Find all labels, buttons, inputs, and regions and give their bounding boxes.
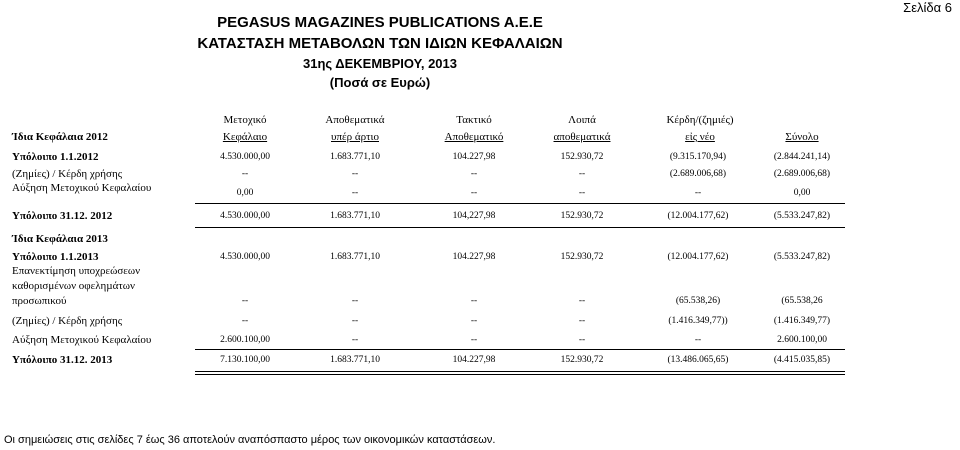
statement-title: ΚΑΤΑΣΤΑΣΗ ΜΕΤΑΒΟΛΩΝ ΤΩΝ ΙΔΙΩΝ ΚΕΦΑΛΑΙΩΝ: [197, 35, 563, 52]
cell: (2.689.006,68): [669, 169, 727, 179]
col-share-capital-bottom: Κεφάλαιο: [222, 131, 268, 143]
cell: 2.600.100,00: [220, 335, 270, 345]
currency-unit: (Ποσά σε Ευρώ): [329, 75, 431, 90]
cell: 4.530.000,00: [220, 211, 270, 221]
total-double-rule: [195, 374, 845, 375]
col-legal-reserve-top: Τακτικό: [456, 114, 492, 126]
cell: 1.683.771,10: [330, 252, 380, 262]
cell: 152.930,72: [560, 252, 604, 262]
col-other-reserves-top: Λοιπά: [568, 114, 596, 126]
statement-date: 31ης ΔΕΚΕΜΒΡΙΟΥ, 2013: [302, 56, 457, 71]
col-share-premium-top: Αποθεματικά: [325, 114, 385, 126]
cell: 1.683.771,10: [330, 355, 380, 365]
cell: --: [694, 188, 702, 198]
col-share-premium-bottom: υπέρ άρτιο: [331, 131, 379, 143]
row-label: (Ζημίες) / Κέρδη χρήσης: [12, 315, 123, 327]
cell: --: [351, 169, 359, 179]
cell: --: [578, 316, 586, 326]
section-equity-2012: Ίδια Κεφάλαια 2012: [12, 131, 108, 143]
col-retained-earnings-top: Κέρδη/(ζημιές): [666, 114, 734, 126]
cell: 104.227,98: [452, 355, 496, 365]
row-label: (Ζημίες) / Κέρδη χρήσης: [12, 168, 123, 180]
cell: --: [578, 169, 586, 179]
row-label-line3: προσωπικού: [12, 295, 67, 307]
cell: (2.689.006,68): [773, 169, 831, 179]
cell: (5.533.247,82): [773, 252, 831, 262]
cell: 4.530.000,00: [220, 152, 270, 162]
cell: --: [578, 188, 586, 198]
cell: (5.533.247,82): [773, 211, 831, 221]
row-label: Αύξηση Μετοχικού Κεφαλαίου: [12, 334, 152, 346]
cell: 104.227,98: [452, 152, 496, 162]
footnote: Οι σημειώσεις στις σελίδες 7 έως 36 αποτελούν αναπόσπαστο μέρος των οικονομικών καταστάσεων.: [4, 434, 496, 446]
cell: (12.004.177,62): [667, 252, 729, 262]
cell: 152.930,72: [560, 152, 604, 162]
cell: --: [351, 188, 359, 198]
cell: 104.227,98: [452, 252, 496, 262]
total-rule: [195, 227, 845, 228]
cell: 1.683.771,10: [330, 211, 380, 221]
cell: 0,00: [236, 188, 254, 198]
row-label-line2: καθορισμένων οφεληµάτων: [12, 280, 136, 292]
cell: --: [470, 335, 478, 345]
cell: (1.416.349,77): [773, 316, 831, 326]
cell: 104,227,98: [452, 211, 496, 221]
section-equity-2013: Ίδια Κεφάλαια 2013: [12, 233, 108, 245]
row-label: Υπόλοιπο 31.12. 2013: [12, 354, 113, 366]
cell: 4.530.000,00: [220, 252, 270, 262]
cell: --: [241, 316, 249, 326]
cell: (12.004.177,62): [667, 211, 729, 221]
row-label: Υπόλοιπο 1.1.2013: [12, 251, 99, 263]
subtotal-rule: [195, 349, 845, 350]
cell: --: [578, 296, 586, 306]
row-label: Υπόλοιπο 1.1.2012: [12, 151, 99, 163]
page-number: Σελίδα 6: [903, 0, 952, 15]
cell: --: [351, 316, 359, 326]
row-label: Επανεκτίμηση υποχρεώσεων: [12, 265, 141, 277]
subtotal-rule: [195, 203, 845, 204]
total-rule: [195, 371, 845, 372]
cell: --: [241, 296, 249, 306]
row-label: Αύξηση Μετοχικού Κεφαλαίου: [12, 182, 152, 194]
cell: --: [470, 316, 478, 326]
col-share-capital-top: Μετοχικό: [223, 114, 267, 126]
cell: 152.930,72: [560, 211, 604, 221]
cell: --: [351, 335, 359, 345]
cell: 152.930,72: [560, 355, 604, 365]
cell: --: [470, 169, 478, 179]
cell: (9.315.170,94): [669, 152, 727, 162]
row-label: Υπόλοιπο 31.12. 2012: [12, 210, 113, 222]
cell: (13.486.065,65): [667, 355, 729, 365]
cell: --: [470, 188, 478, 198]
cell: 2.600.100,00: [777, 335, 827, 345]
col-legal-reserve-bottom: Αποθεματικό: [444, 131, 504, 143]
company-name: PEGASUS MAGAZINES PUBLICATIONS A.E.E: [217, 14, 543, 31]
cell: --: [694, 335, 702, 345]
cell: --: [351, 296, 359, 306]
cell: 1.683.771,10: [330, 152, 380, 162]
cell: --: [241, 169, 249, 179]
cell: (1.416.349,77)): [668, 316, 728, 326]
cell: --: [578, 335, 586, 345]
cell: (65.538,26: [781, 296, 823, 306]
col-total: Σύνολο: [785, 131, 819, 143]
col-other-reserves-bottom: αποθεματικά: [553, 131, 611, 143]
cell: 0,00: [793, 188, 811, 198]
cell: 7.130.100,00: [220, 355, 270, 365]
cell: --: [470, 296, 478, 306]
cell: (65.538,26): [675, 296, 721, 306]
col-retained-earnings-bottom: εἰς νέο: [685, 131, 715, 143]
cell: (4.415.035,85): [773, 355, 831, 365]
cell: (2.844.241,14): [773, 152, 831, 162]
